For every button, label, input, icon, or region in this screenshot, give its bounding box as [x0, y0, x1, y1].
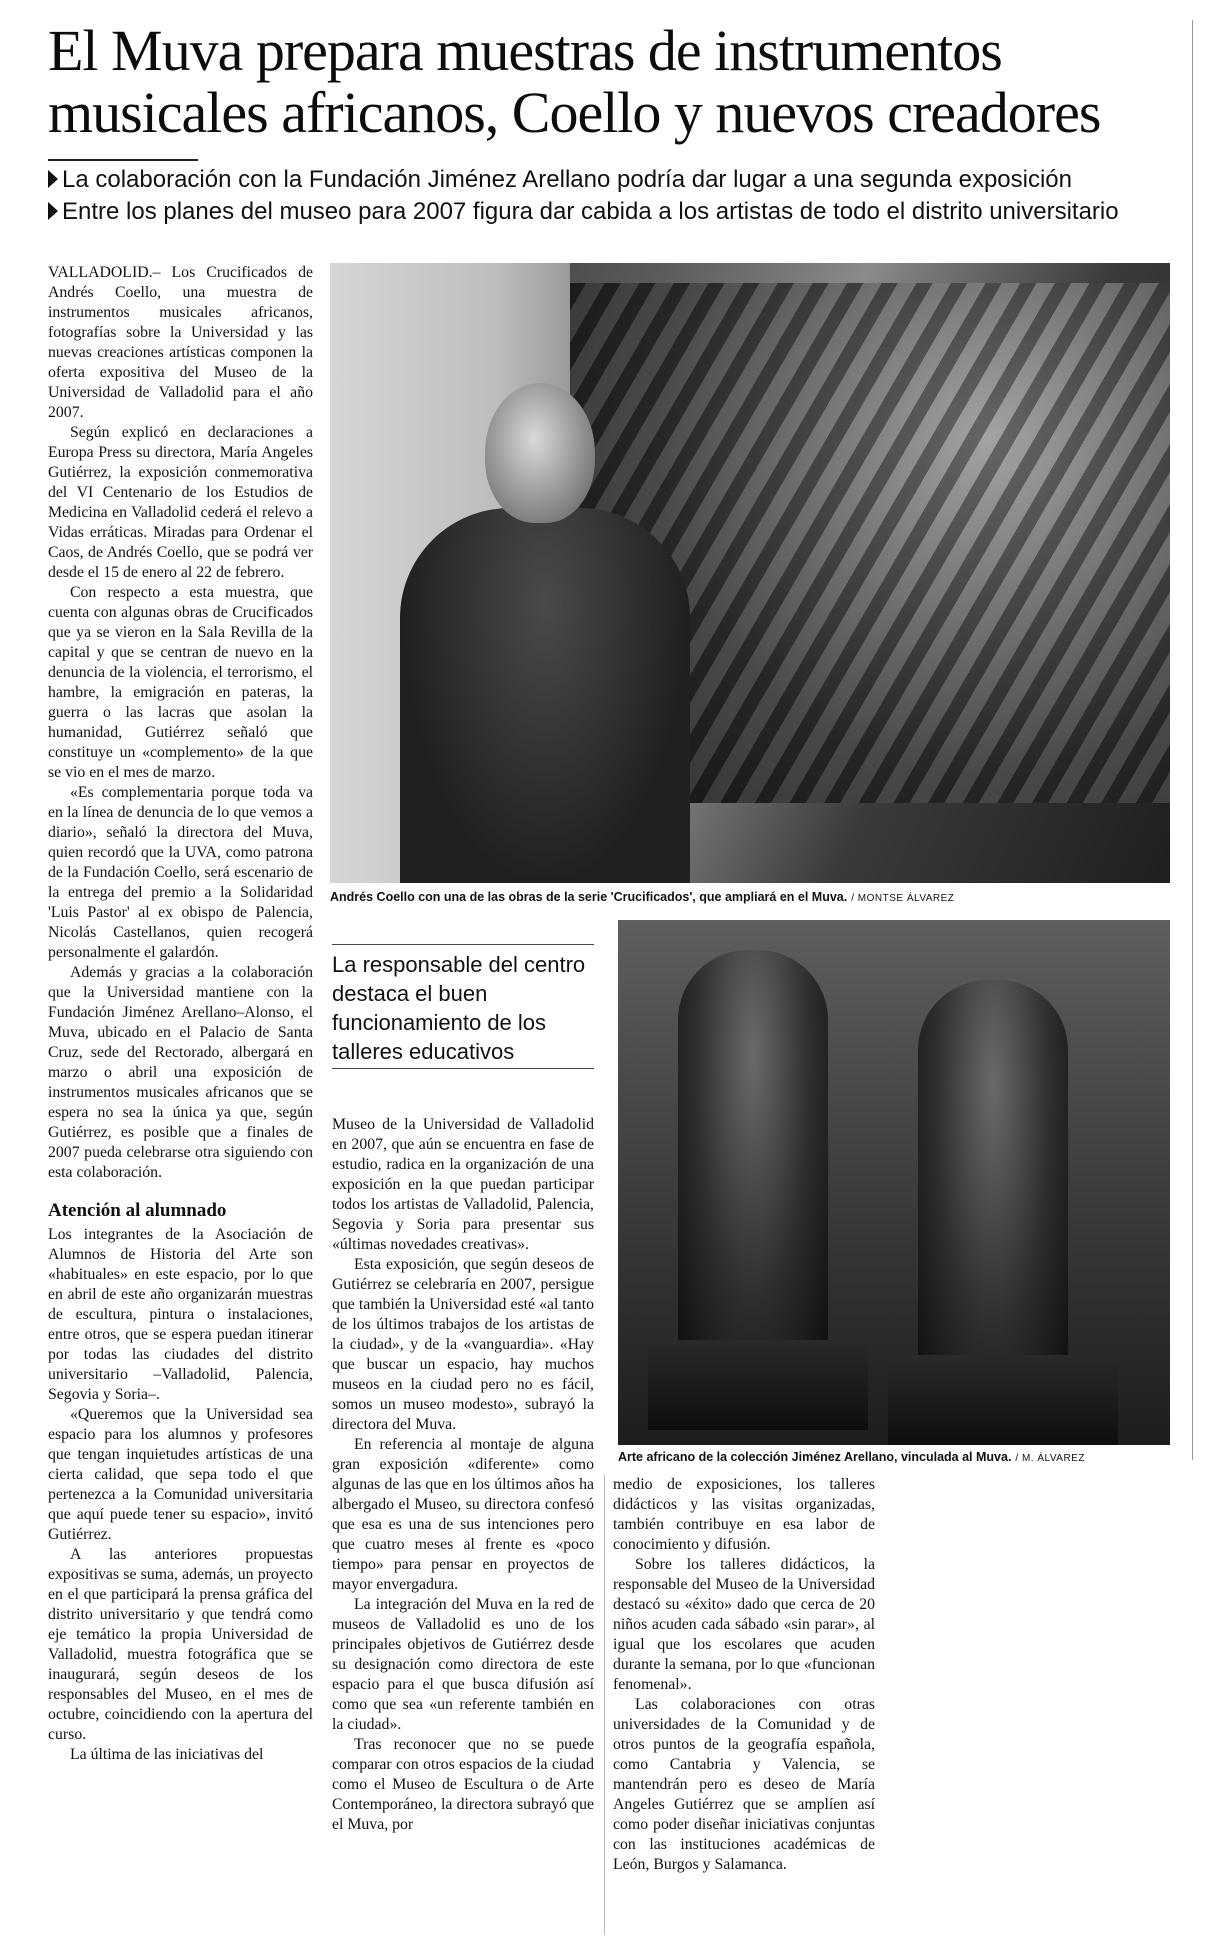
photo-caption: Andrés Coello con una de las obras de la serie 'Crucificados', que ampliará en el Muva. / MONTSE ÁLVAREZ [330, 890, 955, 904]
paragraph: «Es complementaria porque toda va en la línea de denuncia de lo que vemos a diario», señaló la directora del Muva, quien recordó que la UVA, como patrona de la Fundación Coello, será escenario de la entrega del premio a la Solidaridad 'Luis Pastor' al ex obispo de Palencia, Nicolás Castellanos, quien recogerá personalmente el galardón. [48, 784, 313, 961]
paragraph: La integración del Muva en la red de museos de Valladolid es uno de los principales objetivos de Gutiérrez desde su designación como directora de este espacio para el que busca difusión así como que sea «un referente también en la ciudad». [332, 1596, 594, 1733]
paragraph: A las anteriores propuestas expositivas se suma, además, un proyecto en el que participará la prensa gráfica del distrito universitario y que tendrá como eje temático la propia Universidad de Valladolid, muestra fotográfica que se inaugurará, según deseos de los responsables del Museo, en el mes de octubre, coincidiendo con la apertura del curso. [48, 1546, 313, 1743]
paragraph: Tras reconocer que no se puede comparar con otros espacios de la ciudad como el Museo de Escultura o de Arte Contemporáneo, la directora subrayó que el Muva, por [332, 1736, 594, 1833]
statue [918, 980, 1068, 1400]
article-column-1 [48, 263, 313, 1765]
triangle-bullet-icon [48, 202, 58, 220]
subtitle: La colaboración con la Fundación Jiménez Arellano podría dar lugar a una segunda exposición [48, 164, 1188, 196]
paragraph: Según explicó en declaraciones a Europa Press su directora, María Angeles Gutiérrez, la exposición conmemorativa del VI Centenario de los Estudios de Medicina en Valladolid cederá el relevo a Vidas erráticas. Miradas para Ordenar el Caos, de Andrés Coello, que se podrá ver desde el 15 de enero al 22 de febrero. [48, 424, 313, 581]
pull-quote: La responsable del centro destaca el buen funcionamiento de los talleres educativos [332, 952, 586, 1064]
photo-african-art [618, 920, 1170, 1445]
statue [678, 950, 828, 1370]
paragraph: La última de las iniciativas del [70, 1746, 264, 1763]
headline-rule [48, 159, 198, 161]
paragraph: medio de exposiciones, los talleres didácticos y las visitas organizadas, también contribuye en esa labor de conocimiento y difusión. [613, 1476, 875, 1553]
photo-credit: / MONTSE ÁLVAREZ [851, 893, 955, 904]
article-column-3 [613, 1475, 875, 1875]
paragraph: Además y gracias a la colaboración que la Universidad mantiene con la Fundación Jiménez Arellano–Alonso, el Muva, ubicado en el Palacio de Santa Cruz, sede del Rectorado, albergará en marzo o abril una exposición de instrumentos musicales africanos que se espera no sea la única ya que, según Gutiérrez, es posible que a finales de 2007 pueda celebrarse otra siguiendo con esta colaboración. [48, 964, 313, 1181]
headline: El Muva prepara muestras de instrumentos musicales africanos, Coello y nuevos creadores [48, 18, 1101, 145]
photo-andres-coello [330, 263, 1170, 883]
subtitles [48, 164, 1188, 228]
paragraph: En referencia al montaje de alguna gran exposición «diferente» como algunas de las que en los últimos años ha albergado el Museo, su directora confesó que esa es una de sus intenciones pero que cuatro meses al frente es «poco tiempo» para pensar en proyectos de mayor envergadura. [332, 1436, 594, 1593]
photo-credit: / M. ÁLVAREZ [1015, 1453, 1085, 1464]
subtitle: Entre los planes del museo para 2007 figura dar cabida a los artistas de todo el distrito universitario [48, 196, 1188, 228]
paragraph: «Queremos que la Universidad sea espacio para los alumnos y profesores que tengan inquietudes artísticas de una cierta calidad, que sepa todo el que pertenezca a la Comunidad universitaria que aquí puede tener su espacio», invitó Gutiérrez. [48, 1406, 313, 1543]
paragraph: Las colaboraciones con otras universidades de la Comunidad y de otros puntos de la geografía española, como Cantabria y Valencia, se mantendrán pero es deseo de María Angeles Gutiérrez que se amplíen así como poder diseñar iniciativas conjuntas con las instituciones académicas de León, Burgos y Salamanca. [613, 1696, 875, 1873]
paragraph: Los integrantes de la Asociación de Alumnos de Historia del Arte son «habituales» en este espacio, por lo que en abril de este año organizarán muestras de escultura, pintura o instalaciones, entre otros, que se espera puedan itinerar por todas las ciudades del distrito universitario –Valladolid, Palencia, Segovia y Soria–. [48, 1226, 313, 1403]
paragraph: Con respecto a esta muestra, que cuenta con algunas obras de Crucificados que ya se vieron en la Sala Revilla de la capital y que se centran de nuevo en la denuncia de la violencia, el terrorismo, el hambre, la emigración en pateras, la guerra o las lacras que asolan la humanidad, Gutiérrez señaló que constituye un «complemento» de la que se vio en el mes de marzo. [48, 584, 313, 781]
section-heading: Atención al alumnado [48, 1200, 227, 1221]
paragraph: Esta exposición, que según deseos de Gutiérrez se celebraría en 2007, persigue que también la Universidad esté «al tanto de los últimos trabajos de los artistas de la ciudad», y de la «vanguardia». «Hay que buscar un espacio, hay muchos museos en la ciudad pero no es fácil, somos un museo modesto», subrayó la directora del Muva. [332, 1256, 594, 1433]
photo-caption: Arte africano de la colección Jiménez Arellano, vinculada al Muva. / M. ÁLVAREZ [618, 1450, 1085, 1464]
paragraph: Museo de la Universidad de Valladolid en 2007, que aún se encuentra en fase de estudio, radica en la organización de una exposición en la que puedan participar todos los artistas de Valladolid, Palencia, Segovia y Soria para presentar sus «últimas novedades creativas». [332, 1116, 594, 1253]
paragraph: VALLADOLID.– Los Crucificados de Andrés Coello, una muestra de instrumentos musicales africanos, fotografías sobre la Universidad y las nuevas creaciones artísticas componen la oferta expositiva del Museo de la Universidad de Valladolid para el año 2007. [48, 264, 313, 421]
article-column-2 [332, 1115, 594, 1835]
paragraph: Sobre los talleres didácticos, la responsable del Museo de la Universidad destacó su «éxito» dado que cerca de 20 niños acuden cada sábado «sin parar», al igual que los escolares que acuden durante la semana, por lo que «funcionan fenomenal». [613, 1556, 875, 1693]
triangle-bullet-icon [48, 170, 58, 188]
